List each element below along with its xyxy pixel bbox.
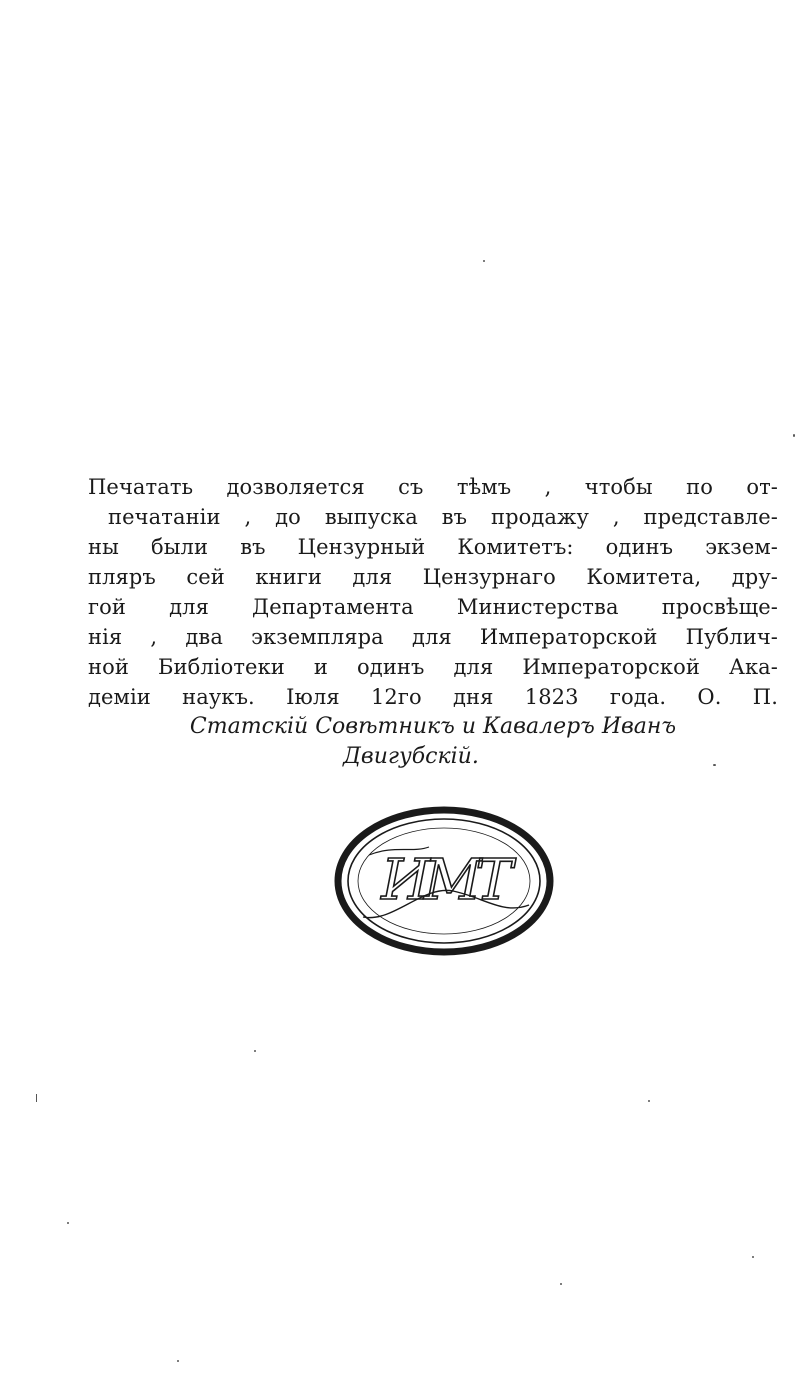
paper-speck [483,260,485,262]
censor-signature-name: Двигубскій. [343,744,479,769]
censor-text-line: гой для Департамента Министерства просвѣще- [88,595,778,619]
censor-permission-note [88,472,778,772]
censor-text-line: ной Библіотеки и одинъ для Императорской Ака- [88,655,778,679]
paper-speck [752,1256,754,1258]
censor-text-line: нія , два экземпляра для Императорской Публич- [88,625,778,649]
censor-text-line: печатаніи , до выпуска въ продажу , представле- [108,505,778,529]
stamp-oval-icon [333,805,555,957]
censor-text-line: пляръ сей книги для Цензурнаго Комитета, дру- [88,565,778,589]
censor-text-line: ны были въ Цензурный Комитетъ: одинъ экзем- [88,535,778,559]
paper-speck [648,1100,650,1102]
paper-speck [254,1050,256,1052]
censor-text-line: деміи наукъ. Іюля 12го дня 1823 года. О. П. [88,685,778,709]
paper-speck [793,434,795,437]
paper-speck [177,1360,179,1362]
paper-speck [560,1283,562,1285]
library-stamp [333,805,555,957]
stamp-monogram: ИМТ [381,848,507,913]
paper-speck [713,764,716,766]
paper-speck [36,1094,37,1102]
censor-text-line: Печатать дозволяется съ тѣмъ , чтобы по от- [88,475,778,499]
paper-speck [67,1222,69,1224]
censor-signature: Статскій Совѣтникъ и Кавалеръ Иванъ [189,714,677,739]
